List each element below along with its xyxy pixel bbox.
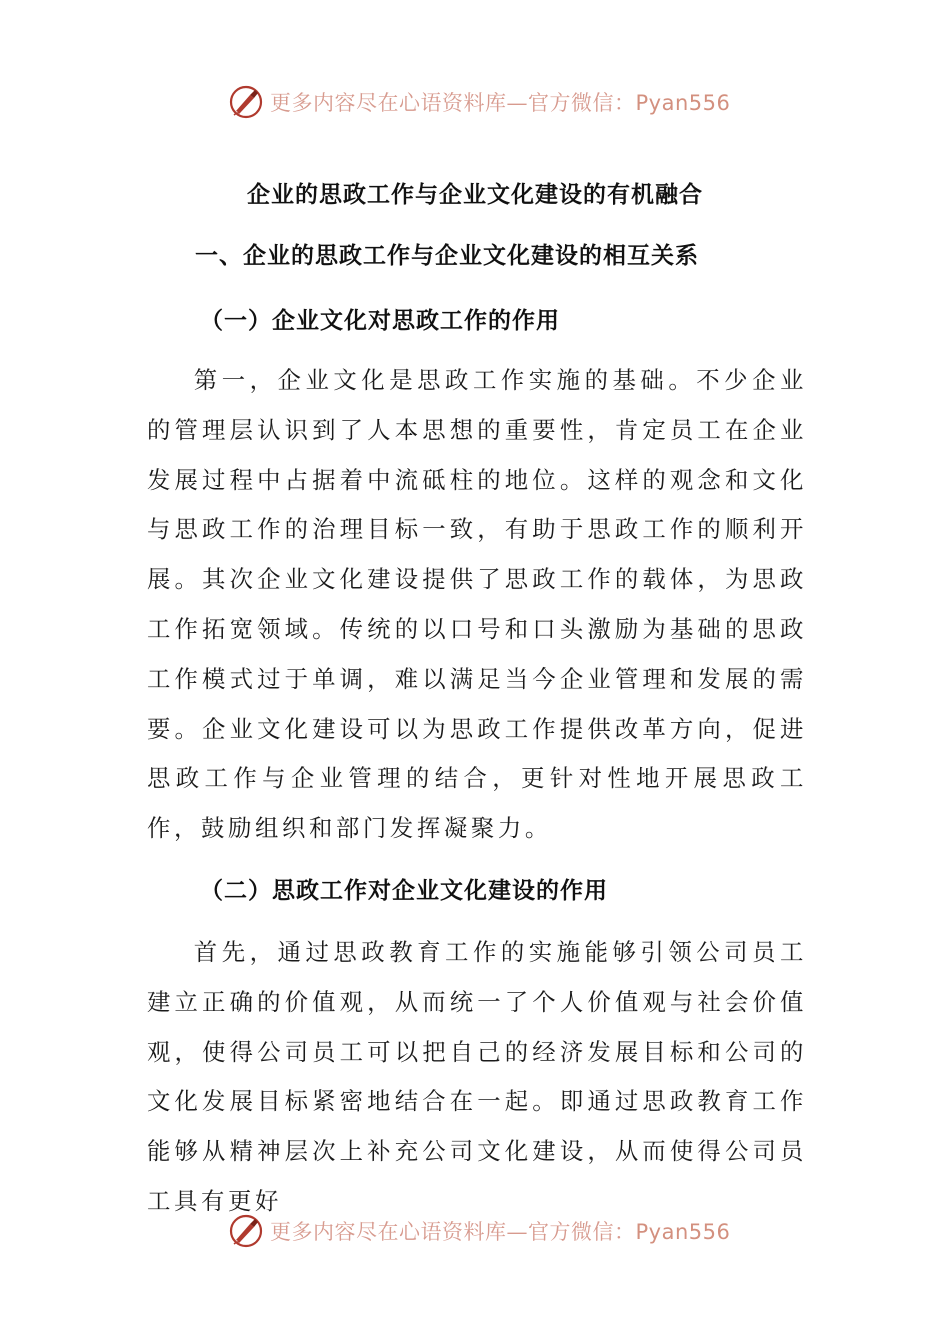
banner-wechat-label: 官方微信：	[528, 1220, 636, 1244]
body-paragraph-2: 首先，通过思政教育工作的实施能够引领公司员工建立正确的价值观，从而统一了个人价值观与社会价值观，使得公司员工可以把自己的经济发展目标和公司的文化发展目标紧密地结合在一起。即通过思政教育工作能够从精神层次上补充公司文化建设，从而使得公司员工具有更好	[147, 938, 807, 1215]
banner-wechat-id: Pyan556	[635, 91, 731, 115]
banner-wechat-label: 官方微信：	[528, 91, 636, 115]
banner-main-text: 更多内容尽在心语资料库—	[270, 91, 528, 115]
section-heading-1: 一、企业的思政工作与企业文化建设的相互关系	[195, 243, 699, 269]
banner-text	[270, 87, 730, 117]
document-title: 企业的思政工作与企业文化建设的有机融合	[247, 182, 703, 208]
pen-logo-icon	[228, 84, 264, 120]
banner-wechat-id: Pyan556	[635, 1220, 731, 1244]
footer-banner	[228, 1211, 730, 1251]
banner-main-text: 更多内容尽在心语资料库—	[270, 1220, 528, 1244]
subsection-heading-2: （二）思政工作对企业文化建设的作用	[200, 878, 608, 904]
header-banner	[228, 82, 730, 122]
body-paragraph-1: 第一，企业文化是思政工作实施的基础。不少企业的管理层认识到了人本思想的重要性，肯定员工在企业发展过程中占据着中流砥柱的地位。这样的观念和文化与思政工作的治理目标一致，有助于思政工作的顺利开展。其次企业文化建设提供了思政工作的载体，为思政工作拓宽领域。传统的以口号和口头激励为基础的思政工作模式过于单调，难以满足当今企业管理和发展的需要。企业文化建设可以为思政工作提供改革方向，促进思政工作与企业管理的结合，更针对性地开展思政工作，鼓励组织和部门发挥凝聚力。	[147, 366, 807, 843]
pen-logo-icon	[228, 1213, 264, 1249]
banner-text	[270, 1216, 730, 1246]
subsection-heading-1: （一）企业文化对思政工作的作用	[200, 308, 560, 334]
